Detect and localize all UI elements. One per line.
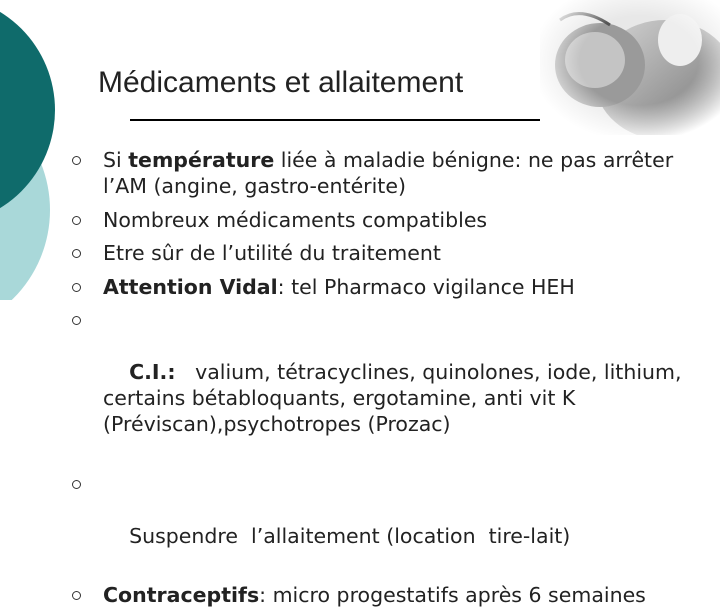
bullet-list	[72, 147, 692, 616]
bullet-item-temperature	[72, 147, 692, 199]
bullet-item-contraceptives	[72, 582, 692, 608]
decorative-circles	[0, 0, 80, 300]
slide-title: Médicaments et allaitement	[98, 66, 464, 99]
circle-bullet-icon	[72, 316, 81, 325]
circle-bullet-icon	[72, 249, 81, 258]
bullet-bold-text: Attention Vidal	[103, 274, 278, 299]
circle-bullet-icon	[72, 156, 81, 165]
title-underline	[130, 119, 540, 121]
bullet-item-vidal	[72, 274, 692, 300]
bullet-item-contraindications	[72, 307, 692, 463]
bullet-bold-text: C.I.:	[129, 360, 176, 384]
bullet-text-rest: liée à maladie bénigne: ne pas arrêter l’AM (angine, gastro-entérite)	[103, 148, 674, 198]
circle-bullet-icon	[72, 283, 81, 292]
bullet-text: Nombreux médicaments compatibles	[103, 207, 488, 232]
circle-bullet-icon	[72, 216, 81, 225]
circle-bullet-icon	[72, 480, 81, 489]
bullet-text: Etre sûr de l’utilité du traitement	[103, 241, 441, 265]
bullet-text: Si	[103, 148, 129, 172]
bullet-bold-text: température	[128, 148, 275, 172]
bullet-text: : micro progestatifs après 6 semaines	[259, 583, 646, 607]
circle-bullet-icon	[72, 591, 81, 600]
bullet-item-compatible	[72, 207, 692, 233]
bullet-text: valium, tétracyclines, quinolones, iode, lithium, certains bétabloquants, ergotamine, anti vit K (Préviscan),psychotropes (Prozac)	[103, 360, 689, 436]
bullet-item-suspend	[72, 471, 692, 575]
bullet-text: : tel Pharmaco vigilance HEH	[277, 274, 575, 299]
bullet-bold-text: Contraceptifs	[103, 583, 260, 607]
bullet-item-utility	[72, 240, 692, 266]
bullet-text: Suspendre l’allaitement (location tire-lait)	[129, 523, 571, 548]
breastfeeding-photo	[540, 0, 720, 135]
